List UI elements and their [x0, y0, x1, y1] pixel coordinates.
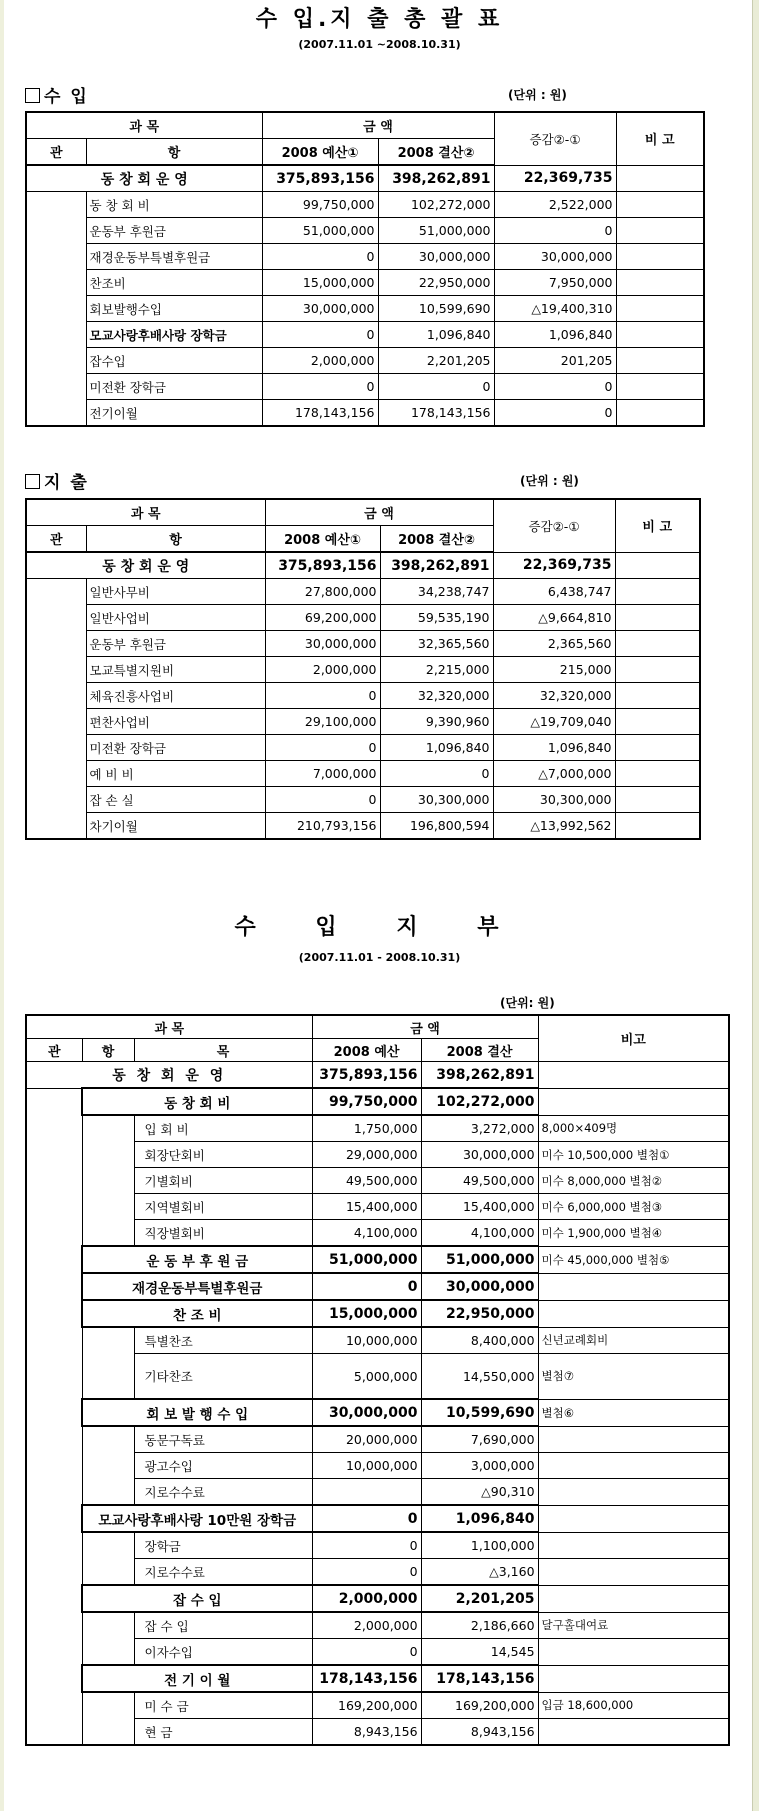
- row-label: 운동부 후원금: [86, 218, 262, 244]
- row-diff: 6,438,747: [493, 579, 615, 605]
- header-note: 비 고: [615, 499, 700, 552]
- detail-group-row: [26, 1399, 729, 1426]
- row-label: 찬조비: [86, 270, 262, 296]
- detail-item-label: 기별회비: [134, 1168, 312, 1194]
- detail-item-note: 미수 10,500,000 별첨①: [538, 1142, 729, 1168]
- detail-item-settle: 2,186,660: [421, 1612, 538, 1639]
- detail-group-budget: 0: [312, 1505, 421, 1532]
- row-settle: 2,215,000: [380, 657, 493, 683]
- row-budget: 30,000,000: [265, 631, 380, 657]
- row-diff: △7,000,000: [493, 761, 615, 787]
- detail-item-budget: 2,000,000: [312, 1612, 421, 1639]
- row-diff: 201,205: [494, 348, 616, 374]
- header-budget: 2008 예산①: [265, 526, 380, 553]
- detail-group-settle: 102,272,000: [421, 1088, 538, 1115]
- detail-item-label: 광고수입: [134, 1453, 312, 1479]
- detail-total-row: [26, 1062, 729, 1089]
- detail-group-budget: 99,750,000: [312, 1088, 421, 1115]
- detail-item-budget: 5,000,000: [312, 1354, 421, 1400]
- detail-item-label: 동문구독료: [134, 1426, 312, 1453]
- detail-header-note: 비고: [538, 1015, 729, 1062]
- expense-unit: (단위 : 원): [520, 474, 579, 488]
- detail-item-note: 미수 8,000,000 별첨②: [538, 1168, 729, 1194]
- total-diff: 22,369,735: [494, 165, 616, 192]
- checkbox-square-icon: [25, 474, 40, 489]
- row-label: 일반사업비: [86, 605, 265, 631]
- row-note: [616, 296, 704, 322]
- row-note: [616, 374, 704, 400]
- detail-group-settle: 2,201,205: [421, 1585, 538, 1612]
- kwan-cell: [26, 579, 86, 840]
- detail-group-label: 모교사랑후배사랑 10만원 장학금: [82, 1505, 312, 1532]
- detail-item-settle: 3,272,000: [421, 1115, 538, 1142]
- page-frame-left: [0, 0, 4, 1811]
- detail-item-label: 잡 수 입: [134, 1612, 312, 1639]
- row-label: 차기이월: [86, 813, 265, 840]
- income-unit: (단위 : 원): [508, 88, 567, 102]
- row-budget: 2,000,000: [262, 348, 378, 374]
- detail-item-budget: 1,750,000: [312, 1115, 421, 1142]
- detail-group-row: [26, 1665, 729, 1692]
- detail-item-label: 지역별회비: [134, 1194, 312, 1220]
- header-subject: 과 목: [26, 112, 262, 139]
- detail-item-row: [26, 1692, 729, 1719]
- summary-row: [26, 400, 704, 427]
- row-budget: 2,000,000: [265, 657, 380, 683]
- header-hang: 항: [86, 526, 265, 553]
- detail-table: [25, 1014, 730, 1746]
- row-label: 회보발행수입: [86, 296, 262, 322]
- detail-item-settle: 1,100,000: [421, 1532, 538, 1559]
- detail-item-label: 기타찬조: [134, 1354, 312, 1400]
- row-note: [616, 244, 704, 270]
- detail-group-note: [538, 1300, 729, 1327]
- detail-title: 수 입 지 부: [234, 915, 525, 940]
- detail-period: (2007.11.01 - 2008.10.31): [298, 951, 461, 964]
- summary-row: [26, 192, 704, 218]
- detail-item-budget: 0: [312, 1559, 421, 1586]
- detail-group-row: [26, 1300, 729, 1327]
- total-label: 동 창 회 운 영: [26, 552, 265, 579]
- row-label: 잡수입: [86, 348, 262, 374]
- detail-group-row: [26, 1505, 729, 1532]
- row-diff: 0: [494, 218, 616, 244]
- summary-row: [26, 348, 704, 374]
- header-settle: 2008 결산②: [378, 139, 494, 166]
- row-note: [615, 787, 700, 813]
- detail-group-note: 별첨⑥: [538, 1399, 729, 1426]
- row-budget: 0: [265, 735, 380, 761]
- detail-item-note: 신년교례회비: [538, 1327, 729, 1354]
- row-settle: 1,096,840: [378, 322, 494, 348]
- detail-kwan-cell: [26, 1088, 82, 1745]
- row-settle: 1,096,840: [380, 735, 493, 761]
- header-note: 비 고: [616, 112, 704, 165]
- row-settle: 30,000,000: [378, 244, 494, 270]
- income-heading: [25, 82, 89, 107]
- header-diff: 증감②-①: [494, 112, 616, 165]
- row-label: 재경운동부특별후원금: [86, 244, 262, 270]
- detail-rows: [26, 1088, 729, 1745]
- row-settle: 22,950,000: [378, 270, 494, 296]
- detail-item-label: 회장단회비: [134, 1142, 312, 1168]
- detail-item-note: [538, 1479, 729, 1506]
- summary-row: [26, 579, 700, 605]
- detail-item-note: 별첨⑦: [538, 1354, 729, 1400]
- expense-label: 지 출: [44, 473, 89, 493]
- detail-item-label: 지로수수료: [134, 1559, 312, 1586]
- detail-item-budget: [312, 1479, 421, 1506]
- detail-group-row: [26, 1273, 729, 1300]
- row-budget: 0: [262, 244, 378, 270]
- detail-item-label: 장학금: [134, 1532, 312, 1559]
- row-settle: 30,300,000: [380, 787, 493, 813]
- detail-item-budget: 29,000,000: [312, 1142, 421, 1168]
- row-budget: 99,750,000: [262, 192, 378, 218]
- row-label: 체육진흥사업비: [86, 683, 265, 709]
- row-budget: 30,000,000: [262, 296, 378, 322]
- row-settle: 178,143,156: [378, 400, 494, 427]
- summary-row: [26, 787, 700, 813]
- total-diff: 22,369,735: [493, 552, 615, 579]
- detail-item-settle: 4,100,000: [421, 1220, 538, 1247]
- detail-item-label: 이자수입: [134, 1639, 312, 1666]
- detail-group-label: 회 보 발 행 수 입: [82, 1399, 312, 1426]
- row-settle: 59,535,190: [380, 605, 493, 631]
- header-hang: 항: [86, 139, 262, 166]
- row-diff: 32,320,000: [493, 683, 615, 709]
- row-settle: 32,365,560: [380, 631, 493, 657]
- detail-group-row: [26, 1246, 729, 1273]
- row-note: [615, 735, 700, 761]
- summary-row: [26, 322, 704, 348]
- row-label: 편찬사업비: [86, 709, 265, 735]
- detail-item-budget: 169,200,000: [312, 1692, 421, 1719]
- row-note: [616, 218, 704, 244]
- detail-header-amount: 금 액: [312, 1015, 538, 1039]
- detail-hang-cell: [82, 1426, 134, 1505]
- row-note: [615, 657, 700, 683]
- detail-item-budget: 15,400,000: [312, 1194, 421, 1220]
- row-budget: 0: [265, 787, 380, 813]
- header-subject: 과 목: [26, 499, 265, 526]
- row-label: 미전환 장학금: [86, 735, 265, 761]
- detail-item-note: [538, 1426, 729, 1453]
- detail-header-hang: 항: [82, 1039, 134, 1062]
- detail-group-label: 재경운동부특별후원금: [82, 1273, 312, 1300]
- detail-item-budget: 10,000,000: [312, 1453, 421, 1479]
- row-settle: 10,599,690: [378, 296, 494, 322]
- row-diff: 1,096,840: [493, 735, 615, 761]
- row-diff: 7,950,000: [494, 270, 616, 296]
- row-note: [616, 400, 704, 427]
- detail-item-settle: 169,200,000: [421, 1692, 538, 1719]
- detail-group-budget: 2,000,000: [312, 1585, 421, 1612]
- detail-group-settle: 1,096,840: [421, 1505, 538, 1532]
- expense-heading: [25, 468, 89, 493]
- detail-item-row: [26, 1115, 729, 1142]
- row-budget: 0: [262, 374, 378, 400]
- row-diff: 2,522,000: [494, 192, 616, 218]
- row-diff: 215,000: [493, 657, 615, 683]
- summary-row: [26, 218, 704, 244]
- detail-item-settle: 7,690,000: [421, 1426, 538, 1453]
- detail-item-note: 8,000×409명: [538, 1115, 729, 1142]
- detail-total-settle: 398,262,891: [421, 1062, 538, 1089]
- detail-item-budget: 0: [312, 1532, 421, 1559]
- detail-item-budget: 0: [312, 1639, 421, 1666]
- detail-group-note: [538, 1665, 729, 1692]
- total-label: 동 창 회 운 영: [26, 165, 262, 192]
- detail-item-label: 특별찬조: [134, 1327, 312, 1354]
- detail-group-settle: 10,599,690: [421, 1399, 538, 1426]
- detail-group-budget: 51,000,000: [312, 1246, 421, 1273]
- summary-row: [26, 813, 700, 840]
- row-settle: 102,272,000: [378, 192, 494, 218]
- detail-hang-cell: [82, 1327, 134, 1399]
- detail-item-note: [538, 1532, 729, 1559]
- row-budget: 0: [265, 683, 380, 709]
- detail-item-label: 지로수수료: [134, 1479, 312, 1506]
- detail-item-note: 미수 1,900,000 별첨④: [538, 1220, 729, 1247]
- summary-row: [26, 631, 700, 657]
- detail-header-settle: 2008 결산: [421, 1039, 538, 1062]
- income-label: 수 입: [44, 87, 89, 107]
- income-rows: [26, 192, 704, 427]
- header-kwan: 관: [26, 526, 86, 553]
- summary-period: (2007.11.01 ~2008.10.31): [298, 38, 461, 51]
- row-label: 모교사랑후배사랑 장학금: [86, 322, 262, 348]
- detail-hang-cell: [82, 1115, 134, 1246]
- detail-group-label: 전 기 이 월: [82, 1665, 312, 1692]
- detail-item-settle: 3,000,000: [421, 1453, 538, 1479]
- summary-row: [26, 761, 700, 787]
- row-budget: 210,793,156: [265, 813, 380, 840]
- detail-header-kwan: 관: [26, 1039, 82, 1062]
- row-label: 일반사무비: [86, 579, 265, 605]
- row-note: [615, 605, 700, 631]
- row-label: 동 창 회 비: [86, 192, 262, 218]
- detail-group-budget: 30,000,000: [312, 1399, 421, 1426]
- detail-group-row: [26, 1585, 729, 1612]
- detail-item-label: 직장별회비: [134, 1220, 312, 1247]
- detail-unit: (단위: 원): [500, 996, 555, 1010]
- summary-row: [26, 605, 700, 631]
- income-summary-table: [25, 111, 705, 427]
- row-diff: △9,664,810: [493, 605, 615, 631]
- detail-item-note: 입금 18,600,000: [538, 1692, 729, 1719]
- detail-item-note: 미수 6,000,000 별첨③: [538, 1194, 729, 1220]
- detail-item-budget: 4,100,000: [312, 1220, 421, 1247]
- detail-item-settle: 8,943,156: [421, 1719, 538, 1746]
- detail-group-settle: 51,000,000: [421, 1246, 538, 1273]
- expense-summary-table: [25, 498, 701, 840]
- detail-item-row: [26, 1612, 729, 1639]
- detail-group-note: [538, 1505, 729, 1532]
- row-budget: 51,000,000: [262, 218, 378, 244]
- detail-group-note: [538, 1585, 729, 1612]
- income-total-row: [26, 165, 704, 192]
- row-label: 모교특별지원비: [86, 657, 265, 683]
- detail-item-label: 입 회 비: [134, 1115, 312, 1142]
- row-diff: △19,709,040: [493, 709, 615, 735]
- page-frame-right: [752, 0, 759, 1811]
- row-budget: 7,000,000: [265, 761, 380, 787]
- summary-row: [26, 683, 700, 709]
- header-kwan: 관: [26, 139, 86, 166]
- detail-total-budget: 375,893,156: [312, 1062, 421, 1089]
- detail-item-settle: 30,000,000: [421, 1142, 538, 1168]
- detail-item-budget: 8,943,156: [312, 1719, 421, 1746]
- detail-item-budget: 49,500,000: [312, 1168, 421, 1194]
- detail-group-note: [538, 1273, 729, 1300]
- row-label: 미전환 장학금: [86, 374, 262, 400]
- expense-total-row: [26, 552, 700, 579]
- detail-group-settle: 30,000,000: [421, 1273, 538, 1300]
- summary-row: [26, 735, 700, 761]
- detail-item-row: [26, 1532, 729, 1559]
- row-settle: 0: [380, 761, 493, 787]
- detail-item-label: 미 수 금: [134, 1692, 312, 1719]
- detail-hang-cell: [82, 1612, 134, 1665]
- detail-total-label: 동 창 회 운 영: [26, 1062, 312, 1089]
- detail-hang-cell: [82, 1692, 134, 1745]
- total-budget: 375,893,156: [262, 165, 378, 192]
- checkbox-square-icon: [25, 88, 40, 103]
- detail-hang-cell: [82, 1532, 134, 1585]
- detail-header-budget: 2008 예산: [312, 1039, 421, 1062]
- detail-group-budget: 15,000,000: [312, 1300, 421, 1327]
- header-amount: 금 액: [262, 112, 494, 139]
- row-settle: 196,800,594: [380, 813, 493, 840]
- total-settle: 398,262,891: [380, 552, 493, 579]
- summary-title: 수 입.지 출 총 괄 표: [255, 7, 504, 32]
- row-diff: 30,300,000: [493, 787, 615, 813]
- row-diff: 0: [494, 400, 616, 427]
- header-settle: 2008 결산②: [380, 526, 493, 553]
- detail-item-row: [26, 1327, 729, 1354]
- summary-row: [26, 270, 704, 296]
- detail-item-settle: 14,550,000: [421, 1354, 538, 1400]
- header-budget: 2008 예산①: [262, 139, 378, 166]
- detail-group-budget: 0: [312, 1273, 421, 1300]
- row-note: [615, 709, 700, 735]
- row-diff: 30,000,000: [494, 244, 616, 270]
- detail-group-settle: 22,950,000: [421, 1300, 538, 1327]
- detail-item-note: [538, 1639, 729, 1666]
- detail-item-settle: 49,500,000: [421, 1168, 538, 1194]
- row-note: [615, 761, 700, 787]
- detail-item-settle: 14,545: [421, 1639, 538, 1666]
- row-note: [616, 192, 704, 218]
- detail-group-note: 미수 45,000,000 별첨⑤: [538, 1246, 729, 1273]
- detail-group-label: 잡 수 입: [82, 1585, 312, 1612]
- detail-group-row: [26, 1088, 729, 1115]
- detail-group-label: 동 창 회 비: [82, 1088, 312, 1115]
- row-diff: 1,096,840: [494, 322, 616, 348]
- row-label: 운동부 후원금: [86, 631, 265, 657]
- detail-item-note: [538, 1453, 729, 1479]
- row-diff: 0: [494, 374, 616, 400]
- row-label: 잡 손 실: [86, 787, 265, 813]
- row-budget: 69,200,000: [265, 605, 380, 631]
- summary-row: [26, 244, 704, 270]
- row-diff: △13,992,562: [493, 813, 615, 840]
- detail-group-budget: 178,143,156: [312, 1665, 421, 1692]
- row-budget: 27,800,000: [265, 579, 380, 605]
- total-budget: 375,893,156: [265, 552, 380, 579]
- kwan-cell: [26, 192, 86, 427]
- detail-item-settle: △3,160: [421, 1559, 538, 1586]
- total-settle: 398,262,891: [378, 165, 494, 192]
- detail-item-note: 달구홀대여료: [538, 1612, 729, 1639]
- detail-header-subject: 과 목: [26, 1015, 312, 1039]
- row-budget: 29,100,000: [265, 709, 380, 735]
- row-budget: 15,000,000: [262, 270, 378, 296]
- detail-item-budget: 20,000,000: [312, 1426, 421, 1453]
- row-budget: 178,143,156: [262, 400, 378, 427]
- detail-header-mok: 목: [134, 1039, 312, 1062]
- row-budget: 0: [262, 322, 378, 348]
- detail-group-label: 운 동 부 후 원 금: [82, 1246, 312, 1273]
- row-note: [616, 322, 704, 348]
- row-settle: 0: [378, 374, 494, 400]
- summary-row: [26, 374, 704, 400]
- detail-item-settle: 8,400,000: [421, 1327, 538, 1354]
- detail-item-row: [26, 1426, 729, 1453]
- row-settle: 34,238,747: [380, 579, 493, 605]
- row-note: [615, 579, 700, 605]
- row-note: [616, 348, 704, 374]
- header-diff: 증감②-①: [493, 499, 615, 552]
- row-note: [616, 270, 704, 296]
- row-note: [615, 683, 700, 709]
- row-label: 예 비 비: [86, 761, 265, 787]
- expense-rows: [26, 579, 700, 840]
- row-settle: 2,201,205: [378, 348, 494, 374]
- summary-row: [26, 296, 704, 322]
- row-label: 전기이월: [86, 400, 262, 427]
- detail-item-note: [538, 1719, 729, 1746]
- row-settle: 32,320,000: [380, 683, 493, 709]
- row-diff: △19,400,310: [494, 296, 616, 322]
- header-amount: 금 액: [265, 499, 493, 526]
- detail-group-settle: 178,143,156: [421, 1665, 538, 1692]
- detail-item-settle: △90,310: [421, 1479, 538, 1506]
- detail-group-label: 찬 조 비: [82, 1300, 312, 1327]
- summary-row: [26, 657, 700, 683]
- detail-group-note: [538, 1088, 729, 1115]
- summary-row: [26, 709, 700, 735]
- row-note: [615, 813, 700, 840]
- row-settle: 9,390,960: [380, 709, 493, 735]
- detail-item-label: 현 금: [134, 1719, 312, 1746]
- detail-item-note: [538, 1559, 729, 1586]
- row-settle: 51,000,000: [378, 218, 494, 244]
- row-note: [615, 631, 700, 657]
- detail-item-settle: 15,400,000: [421, 1194, 538, 1220]
- detail-item-budget: 10,000,000: [312, 1327, 421, 1354]
- row-diff: 2,365,560: [493, 631, 615, 657]
